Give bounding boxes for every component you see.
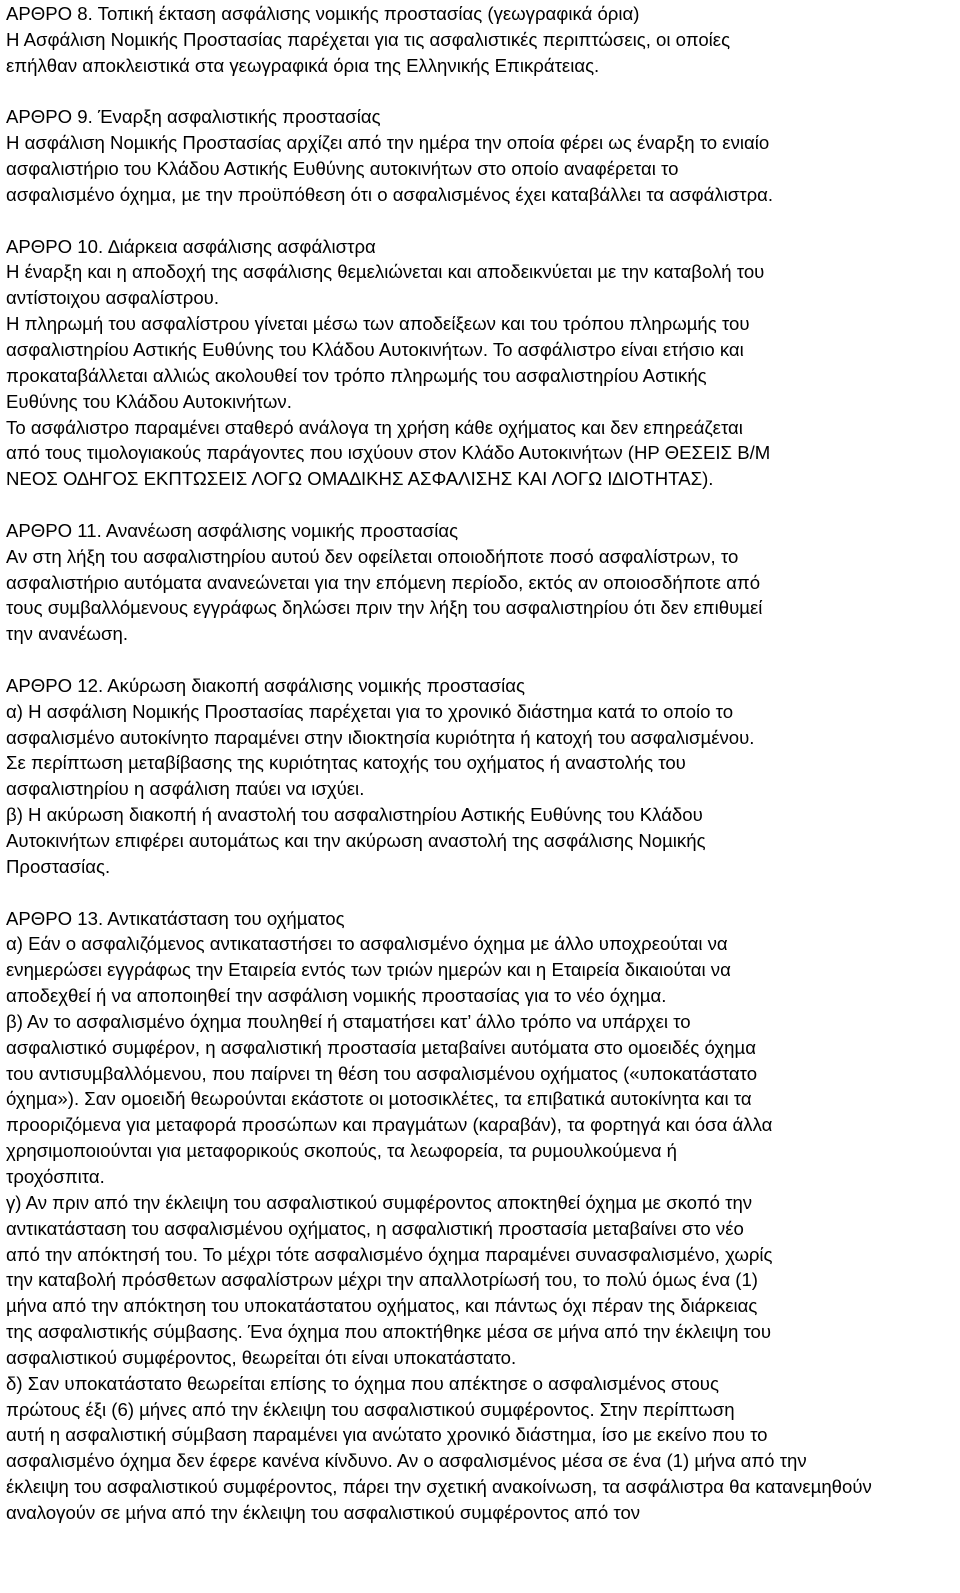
paragraph-line: ασφαλισµένο όχηµα δεν έφερε κανένα κίνδυνο. Αν ο ασφαλισµένος µέσα σε ένα (1) µήνα από την bbox=[6, 1450, 807, 1472]
paragraph-line: Αυτοκινήτων επιφέρει αυτοµάτως και την ακύρωση αναστολή της ασφάλισης Νοµικής bbox=[6, 830, 706, 851]
paragraph-line: Η πληρωµή του ασφαλίστρου γίνεται µέσω των αποδείξεων και του τρόπου πληρωµής του bbox=[6, 313, 750, 335]
paragraph-line: αναλογούν σε µήνα από την έκλειψη του ασφαλιστικού συµφέροντος από τον bbox=[6, 1501, 641, 1523]
paragraph-line: ασφαλισµένο όχηµα, µε την προϋπόθεση ότι ο ασφαλισµένος έχει καταβάλλει τα ασφάλιστρα. bbox=[6, 183, 774, 205]
paragraph-line: ασφαλιστηρίου η ασφάλιση παύει να ισχύει. bbox=[6, 778, 365, 800]
paragraph-line: ασφαλισµένο αυτοκίνητο παραµένει στην ιδιοκτησία κυριότητα ή κατοχή του ασφαλισµένου. bbox=[6, 726, 755, 748]
paragraph-line: επήλθαν αποκλειστικά στα γεωγραφικά όρια της Ελληνικής Επικράτειας. bbox=[6, 54, 600, 76]
paragraph-line: την καταβολή πρόσθετων ασφαλίστρων µέχρι την απαλλοτρίωσή του, το πολύ όµως ένα (1) bbox=[6, 1269, 759, 1291]
paragraph-line: Σε περίπτωση µεταβίβασης της κυριότητας κατοχής του οχήµατος ή αναστολής του bbox=[6, 752, 686, 774]
article-heading: ΑΡΘΡΟ 9. Έναρξη ασφαλιστικής προστασίας bbox=[6, 106, 381, 128]
article-heading: ΑΡΘΡΟ 11. Ανανέωση ασφάλισης νοµικής προστασίας bbox=[6, 519, 459, 541]
article-11 bbox=[6, 518, 950, 647]
paragraph-line: της ασφαλιστικής σύµβασης. Ένα όχηµα που αποκτήθηκε µέσα σε µήνα από την έκλειψη του bbox=[6, 1321, 772, 1343]
paragraph-line: τους συµβαλλόµενους εγγράφως δηλώσει πριν την λήξη του ασφαλιστηρίου ότι δεν επιθυµεί bbox=[6, 597, 763, 619]
article-heading: ΑΡΘΡΟ 13. Αντικατάσταση του οχήµατος bbox=[6, 907, 345, 929]
article-heading: ΑΡΘΡΟ 12. Ακύρωση διακοπή ασφάλισης νοµικής προστασίας bbox=[6, 674, 525, 696]
article-8 bbox=[6, 1, 950, 79]
paragraph-line: πρώτους έξι (6) µήνες από την έκλειψη του ασφαλιστικού συµφέροντος. Στην περίπτωση bbox=[6, 1398, 735, 1420]
paragraph-line: ενηµερώσει εγγράφως την Εταιρεία εντός των τριών ηµερών και η Εταιρεία δικαιούται να bbox=[6, 959, 731, 981]
article-heading: ΑΡΘΡΟ 8. Τοπική έκταση ασφάλισης νοµικής προστασίας (γεωγραφικά όρια) bbox=[6, 3, 640, 24]
paragraph-line: από την απόκτησή του. Το µέχρι τότε ασφαλισµένο όχηµα παραµένει συνασφαλισµένο, χωρίς bbox=[6, 1243, 773, 1265]
article-heading: ΑΡΘΡΟ 10. ∆ιάρκεια ασφάλισης ασφάλιστρα bbox=[6, 235, 376, 257]
paragraph-line: αποδεχθεί ή να αποποιηθεί την ασφάλιση νοµικής προστασίας για το νέο όχηµα. bbox=[6, 985, 667, 1007]
paragraph-line: προκαταβάλλεται αλλιώς ακολουθεί τον τρόπο πληρωµής του ασφαλιστηρίου Αστικής bbox=[6, 364, 707, 386]
paragraph-line: ΝΕΟΣ Ο∆ΗΓΟΣ ΕΚΠΤΩΣΕΙΣ ΛΟΓΩ ΟΜΑ∆ΙΚΗΣ ΑΣΦΑΛΙΣΗΣ ΚΑΙ ΛΟΓΩ Ι∆ΙΟΤΗΤΑΣ). bbox=[6, 468, 714, 490]
paragraph-line: β) Αν το ασφαλισµένο όχηµα πουληθεί ή σταµατήσει κατ’ άλλο τρόπο να υπάρχει το bbox=[6, 1010, 691, 1032]
paragraph-line: από τους τιµολογιακούς παράγοντες που ισχύουν στον Κλάδο Αυτοκινήτων (ΗΡ ΘΕΣΕΙΣ Β/Μ bbox=[6, 442, 771, 464]
paragraph-line: την ανανέωση. bbox=[6, 623, 129, 645]
paragraph-line: ασφαλιστικού συµφέροντος, θεωρείται ότι είναι υποκατάστατο. bbox=[6, 1346, 517, 1368]
paragraph-line: έκλειψη του ασφαλιστικού συµφέροντος, πάρει την σχετική ανακοίνωση, τα ασφάλιστρα θα κατανεµηθούν bbox=[6, 1476, 872, 1498]
paragraph-line: τροχόσπιτα. bbox=[6, 1165, 105, 1187]
paragraph-line: αντίστοιχου ασφαλίστρου. bbox=[6, 287, 220, 309]
paragraph-line: αυτή η ασφαλιστική σύµβαση παραµένει για ανώτατο χρονικό διάστηµα, ίσο µε εκείνο που το bbox=[6, 1424, 768, 1446]
article-12 bbox=[6, 673, 950, 880]
document-page bbox=[6, 1, 950, 1526]
paragraph-line: ασφαλιστήριο αυτόµατα ανανεώνεται για την επόµενη περίοδο, εκτός αν οποιοσδήποτε από bbox=[6, 571, 761, 593]
paragraph-line: ασφαλιστήριο του Κλάδου Αστικής Ευθύνης αυτοκινήτων στο οποίο αναφέρεται το bbox=[6, 158, 679, 180]
paragraph-line: ασφαλιστικό συµφέρον, η ασφαλιστική προστασία µεταβαίνει αυτόµατα στο οµοειδές όχηµα bbox=[6, 1036, 756, 1058]
paragraph-line: α) Η ασφάλιση Νοµικής Προστασίας παρέχεται για το χρονικό διάστηµα κατά το οποίο το bbox=[6, 700, 734, 722]
paragraph-line: όχηµα»). Σαν οµοειδή θεωρούνται εκάστοτε οι µοτοσικλέτες, τα επιβατικά αυτοκίνητα και τα bbox=[6, 1088, 752, 1110]
article-13 bbox=[6, 906, 950, 1526]
paragraph-line: του αντισυµβαλλόµενου, που παίρνει τη θέση του ασφαλισµένου οχήµατος («υποκατάστατο bbox=[6, 1062, 758, 1084]
paragraph-line: γ) Αν πριν από την έκλειψη του ασφαλιστικού συµφέροντος αποκτηθεί όχηµα µε σκοπό την bbox=[6, 1191, 753, 1213]
paragraph-line: χρησιµοποιούνται για µεταφορικούς σκοπούς, τα λεωφορεία, τα ρυµουλκούµενα ή bbox=[6, 1140, 677, 1162]
paragraph-line: προοριζόµενα για µεταφορά προσώπων και πραγµάτων (καραβάν), τα φορτηγά και όσα άλλα bbox=[6, 1114, 773, 1136]
paragraph-line: αντικατάσταση του ασφαλισµένου οχήµατος, η ασφαλιστική προστασία µεταβαίνει στο νέο bbox=[6, 1217, 744, 1239]
article-9 bbox=[6, 104, 950, 207]
paragraph-line: β) Η ακύρωση διακοπή ή αναστολή του ασφαλιστηρίου Αστικής Ευθύνης του Κλάδου bbox=[6, 804, 703, 826]
paragraph-line: Η έναρξη και η αποδοχή της ασφάλισης θεµελιώνεται και αποδεικνύεται µε την καταβολή του bbox=[6, 261, 765, 283]
paragraph-line: Η Ασφάλιση Νοµικής Προστασίας παρέχεται για τις ασφαλιστικές περιπτώσεις, οι οποίες bbox=[6, 28, 731, 50]
paragraph-line: ασφαλιστηρίου Αστικής Ευθύνης του Κλάδου Αυτοκινήτων. Το ασφάλιστρο είναι ετήσιο και bbox=[6, 338, 744, 360]
paragraph-line: Ευθύνης του Κλάδου Αυτοκινήτων. bbox=[6, 390, 292, 412]
paragraph-line: Αν στη λήξη του ασφαλιστηρίου αυτού δεν οφείλεται οποιοδήποτε ποσό ασφαλίστρων, το bbox=[6, 545, 739, 567]
paragraph-line: Το ασφάλιστρο παραµένει σταθερό ανάλογα τη χρήση κάθε οχήµατος και δεν επηρεάζεται bbox=[6, 416, 743, 438]
paragraph-line: Προστασίας. bbox=[6, 855, 111, 877]
article-10 bbox=[6, 234, 950, 492]
paragraph-line: α) Εάν ο ασφαλιζόµενος αντικαταστήσει το ασφαλισµένο όχηµα µε άλλο υποχρεούται να bbox=[6, 933, 728, 955]
paragraph-line: δ) Σαν υποκατάστατο θεωρείται επίσης το όχηµα που απέκτησε ο ασφαλισµένος στους bbox=[6, 1372, 719, 1394]
paragraph-line: µήνα από την απόκτηση του υποκατάστατου οχήµατος, και πάντως όχι πέραν της διάρκειας bbox=[6, 1295, 758, 1317]
paragraph-line: Η ασφάλιση Νοµικής Προστασίας αρχίζει από την ηµέρα την οποία φέρει ως έναρξη το ενιαίο bbox=[6, 132, 770, 154]
